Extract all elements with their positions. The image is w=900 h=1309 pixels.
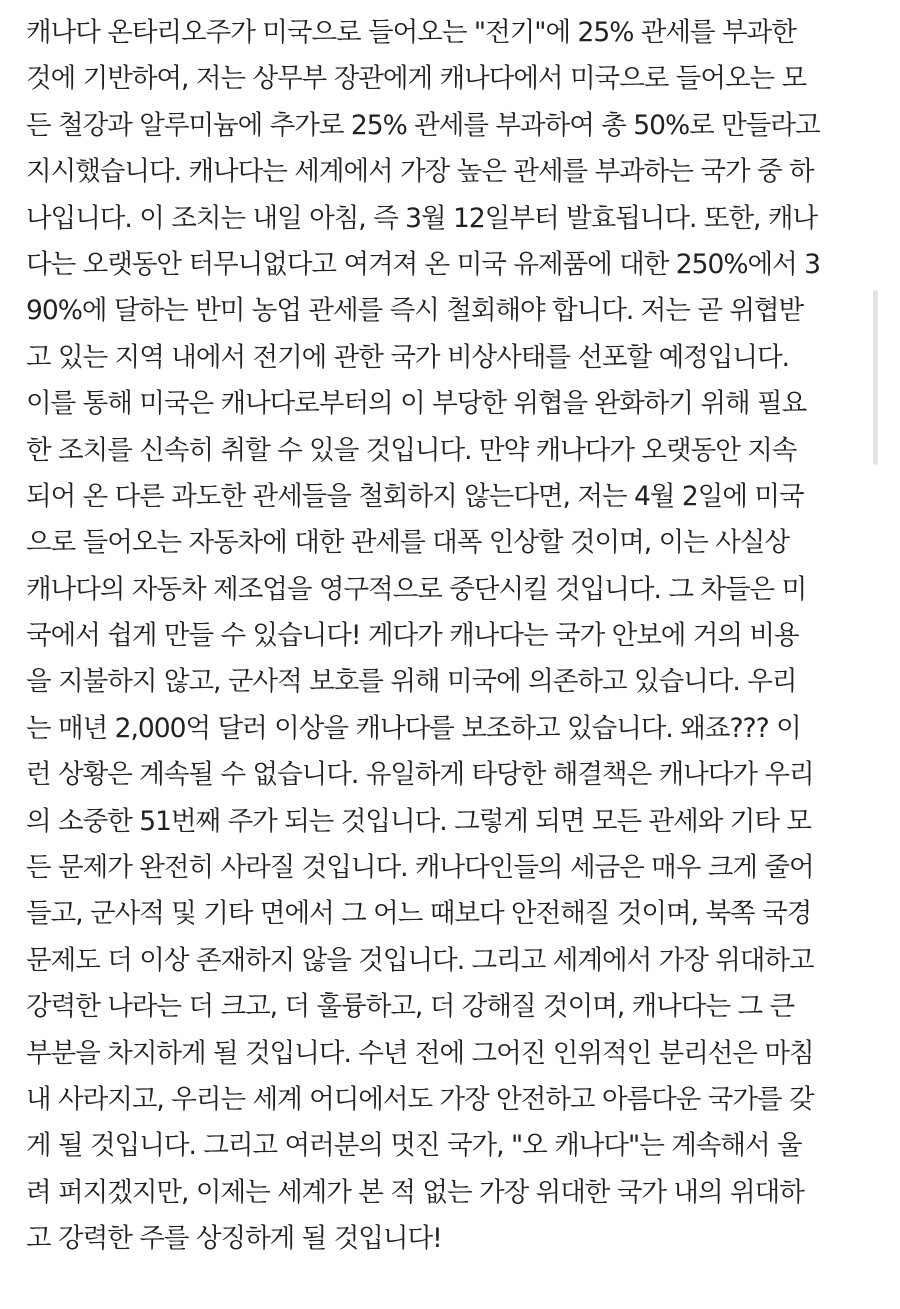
text-line: 고 있는 지역 내에서 전기에 관한 국가 비상사태를 선포할 예정입니다. [26,341,790,373]
text-line: 다는 오랫동안 터무니없다고 여겨져 온 미국 유제품에 대한 250%에서 3 [26,248,821,280]
text-line: 든 문제가 완전히 사라질 것입니다. 캐나다인들의 세금은 매우 크게 줄어 [26,852,814,884]
text-line: 90%에 달하는 반미 농업 관세를 즉시 철회해야 합니다. 저는 곧 위협받 [26,295,804,327]
text-line: 나입니다. 이 조치는 내일 아침, 즉 3월 12일부터 발효됩니다. 또한, 캐나 [26,202,818,234]
text-line: 부분을 차지하게 될 것입니다. 수년 전에 그어진 인위적인 분리선은 마침 [26,1037,814,1069]
text-line: 내 사라지고, 우리는 세계 어디에서도 가장 안전하고 아름다운 국가를 갖 [26,1083,814,1115]
text-line: 들고, 군사적 및 기타 면에서 그 어느 때보다 안전해질 것이며, 북쪽 국경 [26,898,812,930]
scrollbar[interactable] [873,290,878,465]
text-line: 되어 온 다른 과도한 관세들을 철회하지 않는다면, 저는 4월 2일에 미국 [26,480,804,512]
text-line: 한 조치를 신속히 취할 수 있을 것입니다. 만약 캐나다가 오랫동안 지속 [26,434,797,466]
text-line: 고 강력한 주를 상징하게 될 것입니다! [26,1223,442,1255]
text-line: 것에 기반하여, 저는 상무부 장관에게 캐나다에서 미국으로 들어오는 모 [26,63,807,95]
text-line: 문제도 더 이상 존재하지 않을 것입니다. 그리고 세계에서 가장 위대하고 [26,944,814,976]
text-line: 런 상황은 계속될 수 없습니다. 유일하게 타당한 해결책은 캐나다가 우리 [26,759,814,791]
text-line: 강력한 나라는 더 크고, 더 훌륭하고, 더 강해질 것이며, 캐나다는 그 큰 [26,991,795,1023]
text-line: 지시했습니다. 캐나다는 세계에서 가장 높은 관세를 부과하는 국가 중 하 [26,156,814,188]
text-line: 의 소중한 51번째 주가 되는 것입니다. 그렇게 되면 모든 관세와 기타 모 [26,805,811,837]
text-line: 캐나다 온타리오주가 미국으로 들어오는 "전기"에 25% 관세를 부과한 [26,17,796,48]
text-line: 을 지불하지 않고, 군사적 보호를 위해 미국에 의존하고 있습니다. 우리 [26,666,797,698]
text-line: 는 매년 2,000억 달러 이상을 캐나다를 보조하고 있습니다. 왜죠??? 이 [26,712,801,744]
text-line: 든 철강과 알루미늄에 추가로 25% 관세를 부과하여 총 50%로 만들라고 [26,109,820,141]
text-line: 국에서 쉽게 만들 수 있습니다! 게다가 캐나다는 국가 안보에 거의 비용 [26,620,799,652]
text-line: 캐나다의 자동차 제조업을 영구적으로 중단시킬 것입니다. 그 차들은 미 [26,573,807,605]
text-line: 게 될 것입니다. 그리고 여러분의 멋진 국가, "오 캐나다"는 계속해서 울 [26,1130,802,1162]
text-line: 려 퍼지겠지만, 이제는 세계가 본 적 없는 가장 위대한 국가 내의 위대하 [26,1176,804,1208]
text-line: 으로 들어오는 자동차에 대한 관세를 대폭 인상할 것이며, 이는 사실상 [26,527,790,559]
body-text [26,10,876,1263]
text-line: 이를 통해 미국은 캐나다로부터의 이 부당한 위협을 완화하기 위해 필요 [26,388,807,420]
